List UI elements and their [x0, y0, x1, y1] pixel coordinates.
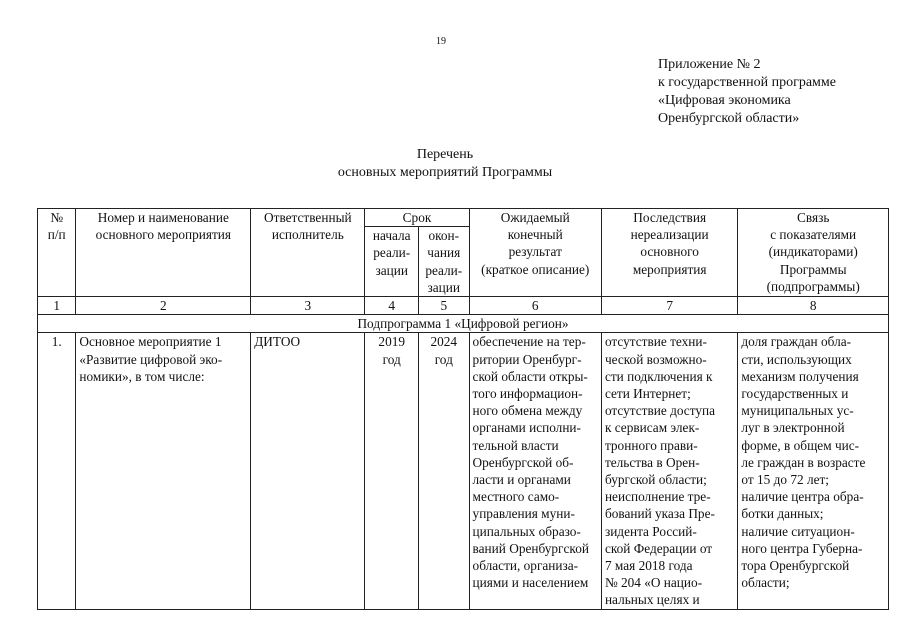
column-number: 2	[76, 297, 251, 315]
row-end	[419, 333, 470, 609]
row-result-line: ской области откры-	[472, 368, 588, 384]
row-result-line: области, организа-	[472, 558, 579, 574]
row-consequences-line: к сервисам элек-	[604, 420, 700, 436]
header-end-line: окон-	[428, 228, 460, 244]
row-result-line: тельной власти	[472, 437, 559, 453]
row-link	[738, 333, 889, 609]
row-link-line: тора Оренбургской	[741, 558, 850, 574]
header-end-line: чания	[427, 245, 461, 261]
header-executor-line: Ответственный	[264, 210, 352, 225]
header-result	[469, 209, 601, 297]
header-link-line: (подпрограммы)	[766, 278, 860, 294]
appendix-note	[658, 56, 836, 128]
header-link-line: Программы	[779, 261, 847, 277]
column-number: 8	[738, 297, 889, 315]
header-executor-line: исполнитель	[271, 227, 344, 243]
row-result-line: ритории Оренбург-	[472, 351, 582, 367]
row-consequences-line: сти подключения к	[604, 368, 713, 384]
row-link-line: сти, использующих	[741, 351, 852, 367]
row-consequences-line: ческой возможно-	[604, 351, 707, 367]
header-name-line: основного мероприятия	[95, 227, 232, 243]
row-link-line: ного центра Губерна-	[741, 540, 863, 556]
row-consequences-line: 7 мая 2018 года	[604, 558, 693, 574]
header-num-line: №	[50, 210, 64, 225]
header-name	[76, 209, 251, 297]
header-link-line: с показателями	[770, 227, 857, 243]
row-num: 1.	[38, 333, 76, 609]
row-result-line: органами исполни-	[472, 420, 581, 436]
document-title	[0, 146, 890, 182]
row-link-line: механизм получения	[741, 368, 859, 384]
header-num-line: п/п	[47, 227, 66, 243]
row-start-line: год	[382, 351, 401, 367]
table-row	[38, 333, 889, 609]
row-link-line: ле граждан в возрасте	[741, 454, 866, 470]
header-num	[38, 209, 76, 297]
row-link-line: наличие ситуацион-	[741, 523, 855, 539]
header-executor	[251, 209, 365, 297]
header-result-line: Ожидаемый	[500, 210, 570, 225]
title-line-2: основных мероприятий Программы	[337, 165, 553, 180]
row-consequences	[601, 333, 737, 609]
row-consequences-line: тельства в Орен-	[604, 454, 700, 470]
header-start-line: реали-	[373, 245, 411, 261]
header-link-line: (индикаторами)	[768, 244, 858, 260]
row-name-line: «Развитие цифровой эко-	[79, 351, 223, 367]
row-consequences-line: ской Федерации от	[604, 540, 713, 556]
row-link-line: доля граждан обла-	[741, 334, 852, 350]
row-end-line: 2024	[430, 334, 458, 350]
row-result	[469, 333, 601, 609]
row-consequences-line: бований указа Пре-	[604, 506, 715, 522]
header-consequences-line: Последствия	[633, 210, 707, 225]
appendix-line: «Цифровая экономика	[658, 93, 791, 108]
row-link-line: муниципальных ус-	[741, 403, 854, 419]
subprogram-row	[38, 315, 889, 333]
header-consequences-line: основного	[640, 244, 699, 260]
subprogram-title: Подпрограмма 1 «Цифровой регион»	[38, 315, 889, 333]
row-link-line: от 15 до 72 лет;	[741, 472, 830, 488]
title-line-1: Перечень	[416, 147, 474, 162]
header-end-line: зации	[427, 279, 461, 295]
row-result-line: ласти и органами	[472, 472, 571, 488]
header-start	[365, 227, 419, 297]
row-consequences-line: неисполнение тре-	[604, 489, 711, 505]
header-row	[38, 209, 889, 227]
column-number: 6	[469, 297, 601, 315]
header-start-line: начала	[372, 228, 411, 244]
row-result-line: управления муни-	[472, 506, 575, 522]
page-number: 19	[436, 36, 446, 47]
row-name-line: номики», в том числе:	[79, 368, 205, 384]
header-consequences-line: нереализации	[630, 227, 709, 243]
row-link-line: государственных и	[741, 386, 849, 402]
row-result-line: Оренбургской об-	[472, 454, 574, 470]
row-start-line: 2019	[378, 334, 406, 350]
column-number: 3	[251, 297, 365, 315]
row-result-line: ваний Оренбургской	[472, 540, 589, 556]
row-consequences-line: отсутствие техни-	[604, 334, 707, 350]
column-number: 7	[601, 297, 737, 315]
row-result-line: ного обмена между	[472, 403, 583, 419]
header-result-line: результат	[508, 244, 562, 260]
row-result-line: обеспечение на тер-	[472, 334, 586, 350]
appendix-line: Приложение № 2	[658, 57, 761, 72]
header-link-line: Связь	[796, 210, 830, 225]
row-name	[76, 333, 251, 609]
header-consequences	[601, 209, 737, 297]
row-consequences-line: бургской области;	[604, 472, 707, 488]
column-number: 1	[38, 297, 76, 315]
row-consequences-line: нальных целях и	[604, 592, 700, 608]
row-link-line: луг в электронной	[741, 420, 845, 436]
row-result-line: того информацион-	[472, 386, 583, 402]
row-consequences-line: сети Интернет;	[604, 386, 691, 402]
row-result-line: местного само-	[472, 489, 560, 505]
header-start-line: зации	[375, 262, 408, 278]
header-result-line: (краткое описание)	[481, 261, 590, 277]
header-link	[738, 209, 889, 297]
row-end-line: год	[434, 351, 453, 367]
row-start	[365, 333, 419, 609]
header-end	[419, 227, 470, 297]
row-link-line: области;	[741, 575, 790, 591]
row-link-line: форме, в общем чис-	[741, 437, 860, 453]
events-table	[37, 208, 889, 610]
row-consequences-line: тронного прави-	[604, 437, 698, 453]
header-consequences-line: мероприятия	[632, 261, 707, 277]
header-term: Срок	[365, 209, 469, 227]
row-executor: ДИТОО	[251, 333, 365, 609]
header-name-line: Номер и наименование	[97, 210, 229, 225]
row-consequences-line: зидента Россий-	[604, 523, 697, 539]
header-result-line: конечный	[507, 227, 563, 243]
row-link-line: ботки данных;	[741, 506, 824, 522]
row-link-line: наличие центра обра-	[741, 489, 864, 505]
header-end-line: реали-	[425, 262, 463, 278]
appendix-line: Оренбургской области»	[658, 111, 800, 126]
row-consequences-line: № 204 «О нацио-	[604, 575, 703, 591]
column-number-row	[38, 297, 889, 315]
row-result-line: ципальных образо-	[472, 523, 581, 539]
appendix-line: к государственной программе	[658, 75, 836, 90]
row-result-line: циями и населением	[472, 575, 589, 591]
column-number: 4	[365, 297, 419, 315]
row-consequences-line: отсутствие доступа	[604, 403, 716, 419]
column-number: 5	[419, 297, 470, 315]
row-name-line: Основное мероприятие 1	[79, 334, 222, 350]
